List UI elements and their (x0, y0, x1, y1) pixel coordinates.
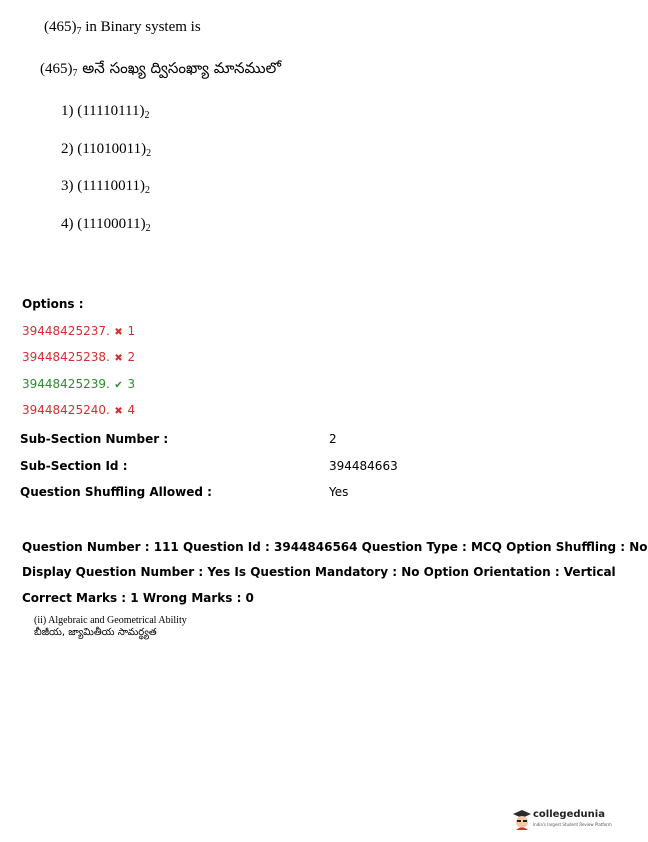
section-note-telugu: బీజీయ, జ్యామితీయ సామర్థ్యత (34, 627, 157, 638)
collegedunia-logo-icon (511, 808, 533, 832)
choice-4-sub: 2 (145, 223, 151, 234)
option-label: 3 (127, 377, 136, 391)
choice-3 (61, 178, 150, 195)
question-number-base: (465) (44, 19, 77, 35)
choice-1-sub: 2 (144, 110, 150, 121)
question-english (44, 19, 201, 36)
subsection-number-label: Sub-Section Number : (20, 432, 169, 446)
choice-3-text: 3) (11110011) (61, 178, 146, 194)
choice-4 (61, 216, 151, 233)
question-telugu-sub: 7 (72, 68, 78, 79)
check-icon: ✔ (114, 380, 123, 391)
option-id: 39448425240. (22, 403, 110, 417)
section-note (34, 615, 187, 639)
option-row (22, 350, 135, 364)
question-info-line: Question Number : 111 Question Id : 3944846564 Question Type : MCQ Option Shuffling : No (22, 540, 648, 554)
option-row (22, 403, 135, 417)
option-row-correct (22, 377, 135, 391)
choice-2-sub: 2 (146, 148, 152, 159)
logo-tagline: India's largest Student Review Platform (533, 822, 612, 827)
option-id: 39448425239. (22, 377, 110, 391)
choice-1 (61, 103, 149, 120)
question-number-sub: 7 (76, 26, 82, 37)
shuffling-label: Question Shuffling Allowed : (20, 485, 212, 499)
option-label: 2 (127, 350, 136, 364)
logo-name: collegedunia (533, 809, 605, 820)
choice-1-text: 1) (11110111) (61, 103, 145, 119)
question-telugu (40, 59, 281, 81)
options-title: Options : (22, 297, 84, 311)
shuffling-value: Yes (329, 485, 349, 499)
choice-4-text: 4) (11100011) (61, 216, 146, 232)
question-info-line: Display Question Number : Yes Is Question Mandatory : No Option Orientation : Vertical (22, 565, 616, 579)
option-label: 4 (127, 403, 136, 417)
cross-icon: ✖ (114, 327, 123, 338)
subsection-id-value: 394484663 (329, 459, 398, 473)
choice-2 (61, 141, 151, 158)
option-id: 39448425238. (22, 350, 110, 364)
question-english-text: in Binary system is (81, 19, 201, 35)
question-info-line: Correct Marks : 1 Wrong Marks : 0 (22, 591, 254, 605)
option-id: 39448425237. (22, 324, 110, 338)
cross-icon: ✖ (114, 353, 123, 364)
subsection-number-value: 2 (329, 432, 337, 446)
choice-3-sub: 2 (145, 185, 151, 196)
cross-icon: ✖ (114, 406, 123, 417)
choice-2-text: 2) (11010011) (61, 141, 147, 157)
section-note-english: (ii) Algebraic and Geometrical Ability (34, 615, 187, 626)
question-telugu-base: (465) (40, 61, 73, 77)
question-telugu-text: అనే సంఖ్య ద్విసంఖ్యా మానములో (77, 59, 282, 77)
subsection-id-label: Sub-Section Id : (20, 459, 128, 473)
option-row (22, 324, 135, 338)
option-label: 1 (127, 324, 136, 338)
